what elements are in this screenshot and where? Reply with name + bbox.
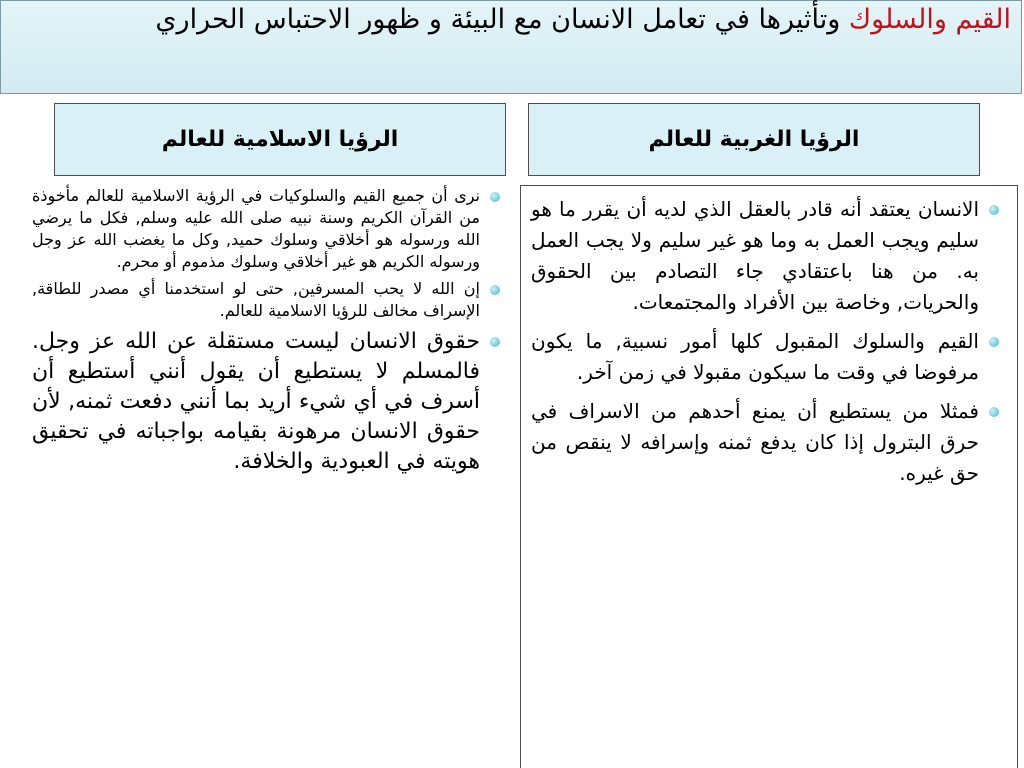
list-item (531, 194, 1003, 318)
western-point-2: القيم والسلوك المقبول كلها أمور نسبية, ما يكون مرفوضا في وقت ما سيكون مقبولا في زمن آخر. (531, 329, 979, 384)
title-highlight: القيم والسلوك (848, 4, 1011, 35)
bullet-icon (490, 285, 500, 295)
islamic-point-3: حقوق الانسان ليست مستقلة عن الله عز وجل. فالمسلم لا يستطيع أن يقول أنني أستطيع أن أسرف في أي شيء أريد بما أنني دفعت ثمنه, لأن حقوق الانسان مرهونة بقيامه بواجباته في تحقيق هويته في العبودية والخلافة. (32, 329, 480, 474)
western-list (531, 194, 1003, 489)
title-text: وتأثيرها في تعامل الانسان مع البيئة و ظهور الاحتباس الحراري (155, 4, 849, 35)
islamic-point-1: نرى أن جميع القيم والسلوكيات في الرؤية الاسلامية للعالم مأخوذة من القرآن الكريم وسنة نبيه صلى الله عليه وسلم, فكل ما يرضي الله ورسوله هو أخلاقي وسلوك حميد, وكل ما يغضب الله عز وجل ورسوله الكريم هو غير أخلاقي وسلوك مذموم أو محرم. (32, 186, 480, 271)
bullet-icon (989, 337, 999, 347)
western-point-1: الانسان يعتقد أنه قادر بالعقل الذي لديه أن يقرر ما هو سليم ويجب العمل به وما هو غير سليم ولا يجب العمل به. من هنا باعتقادي جاء التصادم بين الحقوق والحريات, وخاصة بين الأفراد والمجتمعات. (531, 197, 979, 314)
title-bar (0, 0, 1022, 94)
islamic-heading-box (54, 103, 506, 176)
list-item (531, 326, 1003, 388)
islamic-heading: الرؤيا الاسلامية للعالم (161, 127, 399, 152)
western-heading: الرؤيا الغربية للعالم (648, 127, 860, 152)
bullet-icon (490, 337, 500, 347)
list-item (32, 185, 504, 273)
slide-title (11, 3, 1011, 37)
western-panel (520, 185, 1018, 768)
islamic-list (32, 185, 504, 477)
western-heading-box (528, 103, 980, 176)
list-item (32, 327, 504, 477)
list-item (32, 278, 504, 322)
islamic-point-2: إن الله لا يحب المسرفين, حتى لو استخدمنا أي مصدر للطاقة, الإسراف مخالف للرؤيا الاسلامية للعالم. (32, 279, 480, 320)
islamic-panel (30, 185, 510, 768)
western-point-3: فمثلا من يستطيع أن يمنع أحدهم من الاسراف في حرق البترول إذا كان يدفع ثمنه وإسرافه لا ينقص من حق غيره. (531, 399, 979, 485)
bullet-icon (490, 192, 500, 202)
bullet-icon (989, 205, 999, 215)
bullet-icon (989, 407, 999, 417)
list-item (531, 396, 1003, 489)
